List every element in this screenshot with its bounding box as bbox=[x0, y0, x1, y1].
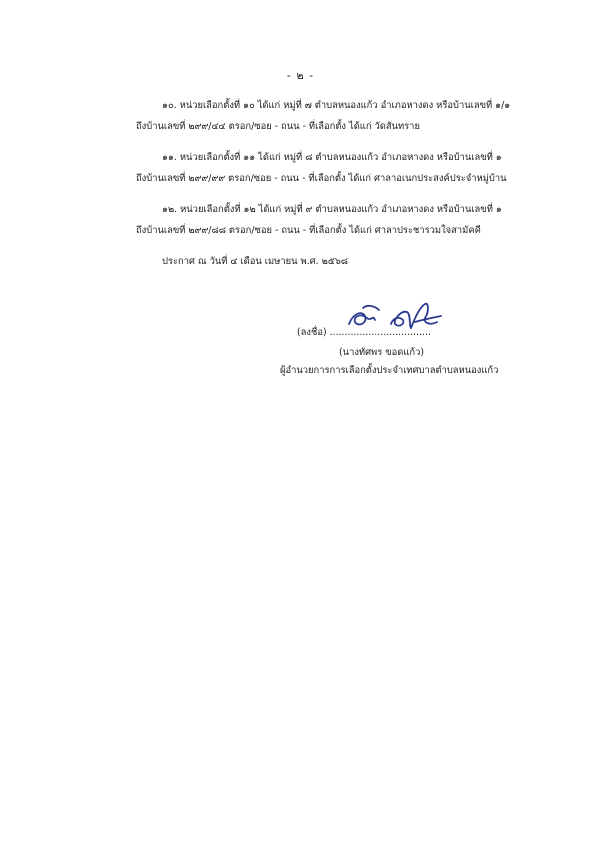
paragraph-10-line-2: ถึงบ้านเลขที่ ๒๙๙/๔๔ ตรอก/ซอย - ถนน - ที่เลือกตั้ง ได้แก่ วัดสันทราย bbox=[136, 121, 420, 132]
signatory-name: (นางทัศพร ขอดแก้ว) bbox=[339, 347, 425, 358]
signature-label: (ลงชื่อ) .................................. bbox=[297, 327, 431, 338]
paragraph-11-line-1: ๑๑. หน่วยเลือกตั้งที่ ๑๑ ได้แก่ หมู่ที่ ๘ ตำบลหนองแก้ว อำเภอหางดง หรือบ้านเลขที่ ๑ bbox=[162, 152, 502, 163]
paragraph-12-line-2: ถึงบ้านเลขที่ ๒๙๙/๘๘ ตรอก/ซอย - ถนน - ที่เลือกตั้ง ได้แก่ ศาลาประชารวมใจสามัคคี bbox=[136, 225, 481, 236]
page-number: - ๒ - bbox=[286, 69, 315, 82]
signature-stroke bbox=[349, 313, 375, 324]
signatory-title: ผู้อำนวยการการเลือกตั้งประจำเทศบาลตำบลหนองแก้ว bbox=[280, 365, 499, 376]
paragraph-11-line-2: ถึงบ้านเลขที่ ๒๙๙/๙๙ ตรอก/ซอย - ถนน - ที่เลือกตั้ง ได้แก่ ศาลาอเนกประสงค์ประจำหมู่บ้าน bbox=[136, 173, 507, 184]
announcement-date: ประกาศ ณ วันที่ ๔ เดือน เมษายน พ.ศ. ๒๕๖๘ bbox=[162, 256, 349, 267]
signature-stroke bbox=[415, 316, 441, 322]
paragraph-12-line-1: ๑๒. หน่วยเลือกตั้งที่ ๑๒ ได้แก่ หมู่ที่ ๙ ตำบลหนองแก้ว อำเภอหางดง หรือบ้านเลขที่ ๑ bbox=[162, 204, 502, 215]
signature-stroke bbox=[363, 306, 379, 310]
paragraph-10-line-1: ๑๐. หน่วยเลือกตั้งที่ ๑๐ ได้แก่ หมู่ที่ ๗ ตำบลหนองแก้ว อำเภอหางดง หรือบ้านเลขที่ ๑/๑ bbox=[162, 100, 511, 111]
